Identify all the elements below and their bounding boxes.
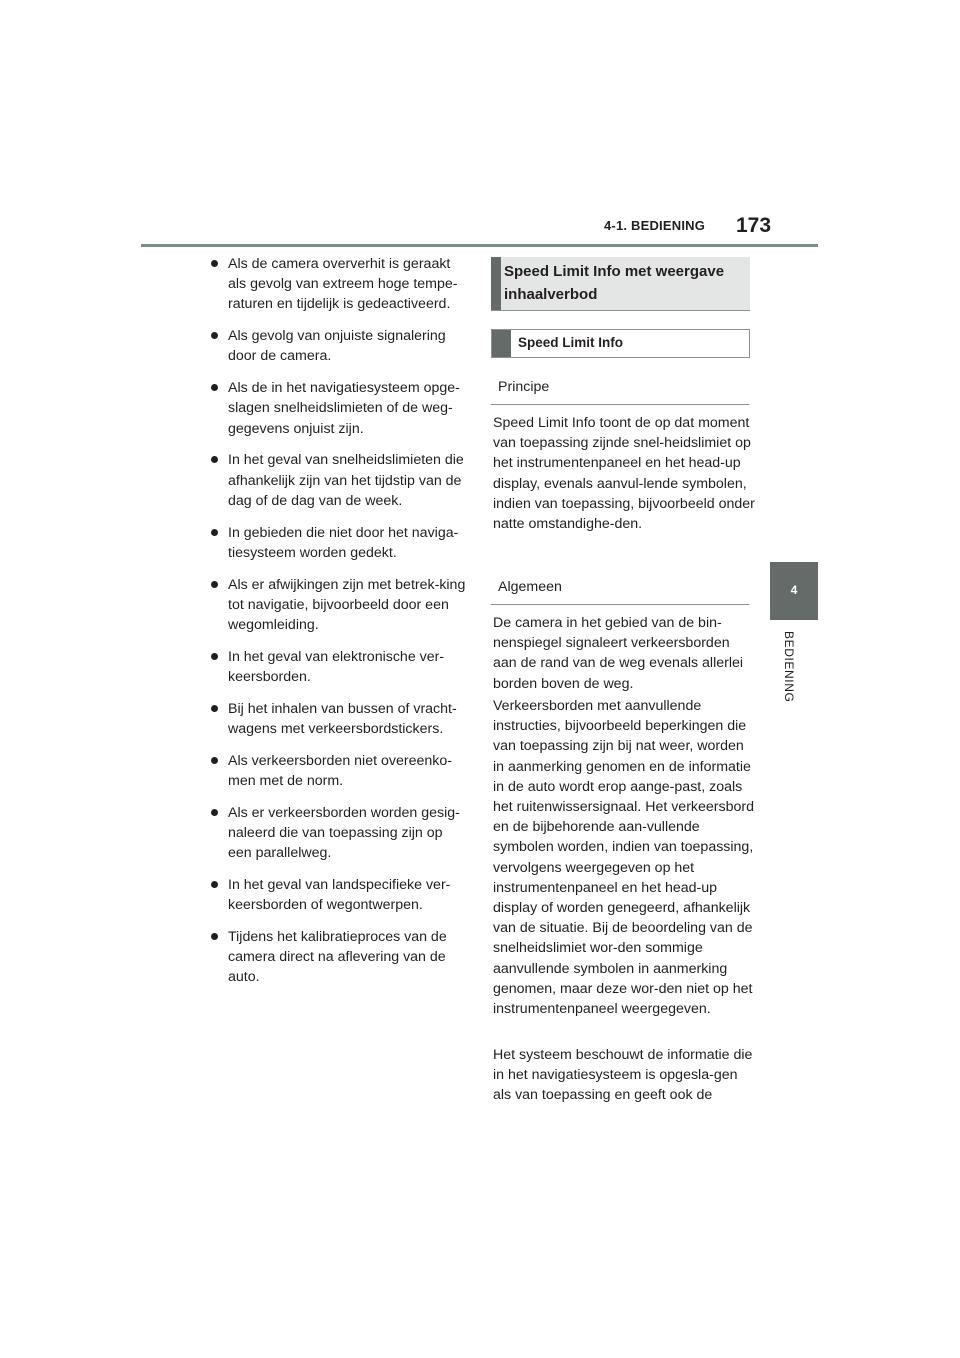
- heading-algemeen: Algemeen: [491, 574, 749, 605]
- subsection-title-bar: [492, 330, 511, 357]
- bullet-icon: [211, 260, 218, 267]
- bullet-icon: [211, 332, 218, 339]
- list-item: Als er afwijkingen zijn met betrek-king tot navigatie, bijvoorbeeld door een wegomleiding.: [209, 575, 467, 636]
- list-item: Als gevolg van onjuiste signalering door de camera.: [209, 326, 467, 366]
- bullet-icon: [211, 456, 218, 463]
- chapter-label: [782, 631, 808, 721]
- list-item: Als de in het navigatiesysteem opge-slagen snelheidslimieten of de weg-gegevens onjuist zijn.: [209, 378, 467, 439]
- list-item: Tijdens het kalibratieproces van de camera direct na aflevering van de auto.: [209, 927, 467, 988]
- bullet-icon: [211, 529, 218, 536]
- chapter-label-text: BEDIENING: [782, 631, 796, 703]
- section-title: Speed Limit Info met weergave inhaalverbod: [504, 263, 725, 303]
- bullet-icon: [211, 384, 218, 391]
- list-item: In het geval van elektronische ver-keersborden.: [209, 647, 467, 687]
- bullet-icon: [211, 705, 218, 712]
- bullet-icon: [211, 933, 218, 940]
- list-item: In gebieden die niet door het naviga-tiesysteem worden gedekt.: [209, 523, 467, 563]
- list-item: In het geval van landspecifieke ver-keersborden of wegontwerpen.: [209, 875, 467, 915]
- page-number: 173: [736, 214, 772, 237]
- list-item: Als de camera oververhit is geraakt als gevolg van extreem hoge tempe-raturen en tijdelijk is gedeactiveerd.: [209, 254, 467, 315]
- list-item: Bij het inhalen van bussen of vracht-wagens met verkeersbordstickers.: [209, 699, 467, 739]
- bullet-icon: [211, 653, 218, 660]
- header-divider: [141, 244, 818, 247]
- section-title-bar: [491, 257, 501, 310]
- subsection-title: Speed Limit Info: [518, 335, 624, 350]
- bullet-icon: [211, 581, 218, 588]
- paragraph-algemeen-2: Verkeersborden met aanvullende instructies, bijvoorbeeld beperkingen die van toepassing zijn bij nat weer, worden in aanmerking genomen en de informatie in de auto wordt erop aange-past, zoals het ruitenwissersignaal. Het verkeersbord en de bijbehorende aan-vullende symbolen worden, indien van toepassing, vervolgens weergegeven op het instrumentenpaneel en het head-up display of worden genegeerd, afhankelijk van de situatie. Bij de beoordeling van de snelheidslimiet wor-den sommige aanvullende symbolen in aanmerking genomen, maar deze wor-den niet op het instrumentenpaneel weergegeven.: [493, 698, 755, 1018]
- list-item: Als er verkeersborden worden gesig-naleerd die van toepassing zijn op een parallelweg.: [209, 803, 467, 864]
- bullet-icon: [211, 809, 218, 816]
- section-header: 4-1. BEDIENING: [604, 218, 706, 233]
- left-bullet-list: [209, 254, 467, 999]
- paragraph-algemeen-1: De camera in het gebied van de bin-nenspiegel signaleert verkeersborden aan de rand van de weg evenals allerlei borden boven de weg.: [493, 615, 744, 692]
- list-item: In het geval van snelheidslimieten die afhankelijk zijn van het tijdstip van de dag of de dag van de week.: [209, 450, 467, 511]
- bullet-icon: [211, 757, 218, 764]
- chapter-number: 4: [790, 583, 798, 597]
- section-title-box: [491, 257, 750, 311]
- paragraph-principe: Speed Limit Info toont de op dat moment van toepassing zijnde snel-heidslimiet op het instrumentenpaneel en het head-up display, evenals aanvul-lende symbolen, indien van toepassing, bijvoorbeeld onder natte omstandighe-den.: [493, 415, 755, 533]
- heading-principe: Principe: [491, 374, 749, 405]
- subsection-title-box: [491, 329, 750, 358]
- bullet-icon: [211, 881, 218, 888]
- paragraph-algemeen-3: Het systeem beschouwt de informatie die in het navigatiesysteem is opgesla-gen als van toepassing en geeft ook de: [493, 1047, 753, 1104]
- list-item: Als verkeersborden niet overeenko-men met de norm.: [209, 751, 467, 791]
